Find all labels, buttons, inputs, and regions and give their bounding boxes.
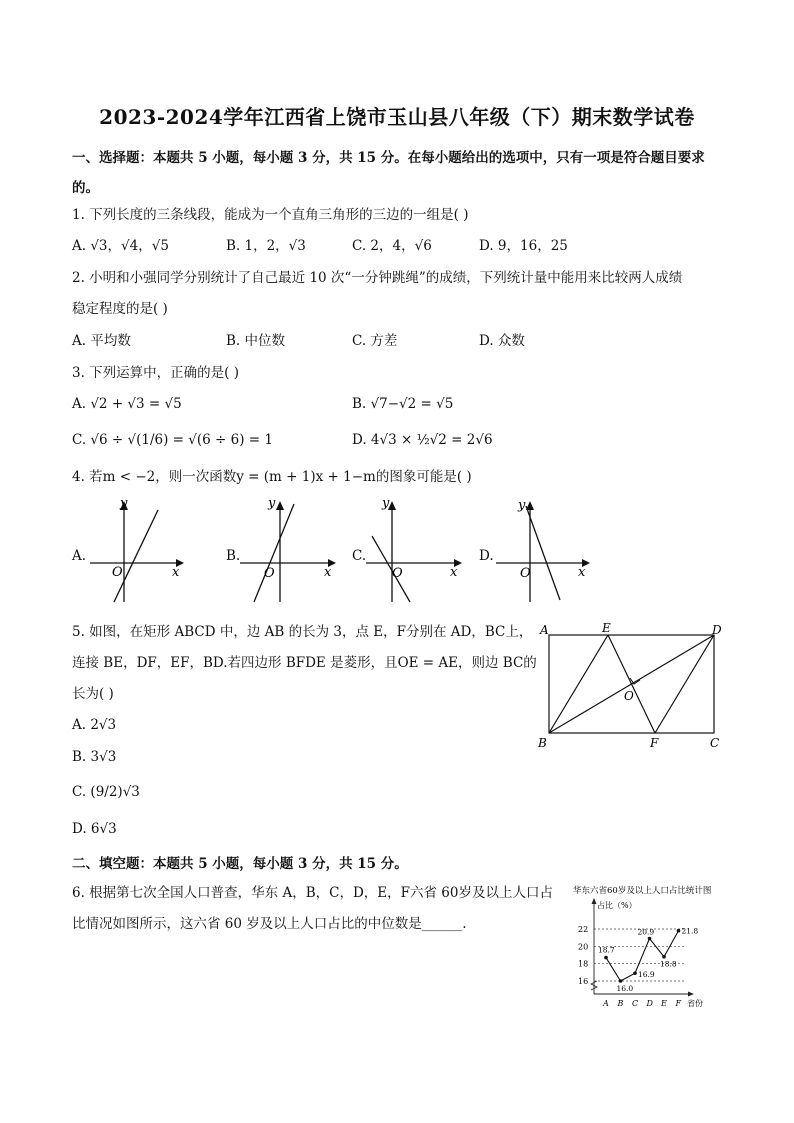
x-axis-label: x <box>450 565 458 580</box>
data-point <box>677 929 681 933</box>
q1-option-d: D. 9，16，25 <box>479 238 568 254</box>
q3-option-c: C. √6 ÷ √(1/6) = √(6 ÷ 6) = 1 <box>72 432 273 448</box>
x-tick-label: D <box>646 999 653 1008</box>
axis-break <box>591 981 597 990</box>
q1-stem: 1. 下列长度的三条线段，能成为一个直角三角形的三边的一组是( ) <box>72 207 469 223</box>
q1-option-c: C. 2，4，√6 <box>352 238 432 254</box>
y-axis-arrow <box>592 898 597 904</box>
q3-stem: 3. 下列运算中，正确的是( ) <box>72 365 239 381</box>
vertex-c: C <box>710 736 720 750</box>
section1-heading-line1: 一、选择题：本题共 5 小题，每小题 3 分，共 15 分。在每小题给出的选项中，只有一项是符合题目要求 <box>72 150 705 166</box>
q6-stem-line1: 6. 根据第七次全国人口普查，华东 A，B，C，D，E，F六省 60岁及以上人口占 <box>72 885 553 901</box>
data-point <box>662 955 666 959</box>
vertex-d: D <box>712 623 722 637</box>
y-axis-label: y <box>518 498 526 513</box>
q2-stem-line2: 稳定程度的是( ) <box>72 301 168 317</box>
data-label: 16.0 <box>616 984 634 993</box>
chart-xlabel: 省份 <box>687 999 703 1008</box>
data-label: 20.9 <box>637 927 655 937</box>
point-e: E <box>602 621 611 635</box>
q5-option-a: A. 2√3 <box>72 717 117 733</box>
data-point <box>604 956 608 960</box>
data-label: 21.8 <box>681 926 699 936</box>
y-tick-label: 20 <box>578 942 589 952</box>
x-tick-label: F <box>675 999 682 1008</box>
section1-heading-line2: 的。 <box>72 180 99 196</box>
chart-ylabel: 占比（%） <box>597 901 637 910</box>
q2-option-a: A. 平均数 <box>72 333 131 349</box>
x-axis-label: x <box>324 565 332 580</box>
point-f: F <box>650 736 659 750</box>
y-axis-label: y <box>120 496 128 511</box>
q4-option-c-label: C. <box>352 548 367 564</box>
y-tick-label: 22 <box>578 925 589 934</box>
q5-stem-line3: 长为( ) <box>72 686 114 702</box>
q3-option-a: A. √2 + √3 = √5 <box>72 396 182 412</box>
q4-option-a-label: A. <box>72 548 87 564</box>
x-tick-label: C <box>632 999 639 1008</box>
data-point <box>619 979 623 983</box>
q5-stem-line1: 5. 如图，在矩形 ABCD 中，边 AB 的长为 3，点 E，F分别在 AD，BC上， <box>72 624 533 640</box>
y-axis-label: y <box>382 496 390 511</box>
q5-option-c: C. (9/2)√3 <box>72 784 140 800</box>
q3-option-d: D. 4√3 × ½√2 = 2√6 <box>352 432 493 448</box>
data-label: 16.9 <box>638 970 655 980</box>
page-title: 2023-2024学年江西省上饶市玉山县八年级（下）期末数学试卷 <box>99 105 695 129</box>
q4-graph-a <box>84 496 194 606</box>
x-tick-label: E <box>661 999 667 1008</box>
q1-option-b: B. 1，2，√3 <box>226 238 306 254</box>
section2-heading: 二、填空题：本题共 5 小题，每小题 3 分，共 15 分。 <box>72 856 408 872</box>
q2-option-c: C. 方差 <box>352 333 398 349</box>
y-tick-label: 16 <box>578 977 589 986</box>
data-point <box>648 937 652 941</box>
x-axis-label: x <box>172 565 180 580</box>
q5-stem-line2: 连接 BE，DF，EF，BD.若四边形 BFDE 是菱形，且OE = AE，则边 BC的 <box>72 655 537 671</box>
origin-label: O <box>520 566 531 581</box>
x-axis-arrow <box>688 992 694 997</box>
origin-label: O <box>112 565 123 580</box>
data-label: 18.7 <box>598 945 615 955</box>
q2-option-b: B. 中位数 <box>226 333 286 349</box>
q4-stem: 4. 若m < −2，则一次函数y = (m + 1)x + 1−m的图象可能是( ) <box>72 469 472 485</box>
q2-stem-line1: 2. 小明和小强同学分别统计了自己最近 10 次“一分钟跳绳”的成绩，下列统计量中能用来比较两人成绩 <box>72 270 683 286</box>
y-tick-label: 18 <box>578 959 589 969</box>
q3-option-b: B. √7−√2 = √5 <box>352 396 454 412</box>
origin-label: O <box>392 566 403 581</box>
chart-title: 华东六省60岁及以上人口占比统计图 <box>573 886 712 896</box>
q6-stem-line2: 比情况如图所示，这六省 60 岁及以上人口占比的中位数是______. <box>72 916 467 932</box>
origin-label: O <box>264 566 275 581</box>
population-chart <box>566 880 726 1015</box>
q5-rectangle-figure <box>536 620 732 756</box>
y-axis-label: y <box>268 496 276 511</box>
vertex-b: B <box>538 736 547 750</box>
q4-graph-d <box>490 496 600 606</box>
q2-option-d: D. 众数 <box>479 333 525 349</box>
q5-option-b: B. 3√3 <box>72 749 117 765</box>
data-point <box>633 971 637 975</box>
q4-option-d-label: D. <box>479 548 494 564</box>
vertex-a: A <box>540 623 549 637</box>
data-label: 18.8 <box>660 959 677 969</box>
q4-option-b-label: B. <box>226 548 241 564</box>
x-tick-label: A <box>603 999 609 1008</box>
q5-option-d: D. 6√3 <box>72 821 117 837</box>
point-o: O <box>624 689 634 703</box>
q4-graph-c <box>362 496 472 606</box>
x-tick-label: B <box>617 999 624 1008</box>
q1-option-a: A. √3，√4，√5 <box>72 238 169 254</box>
x-axis-label: x <box>578 565 586 580</box>
q4-graph-b <box>236 496 346 606</box>
